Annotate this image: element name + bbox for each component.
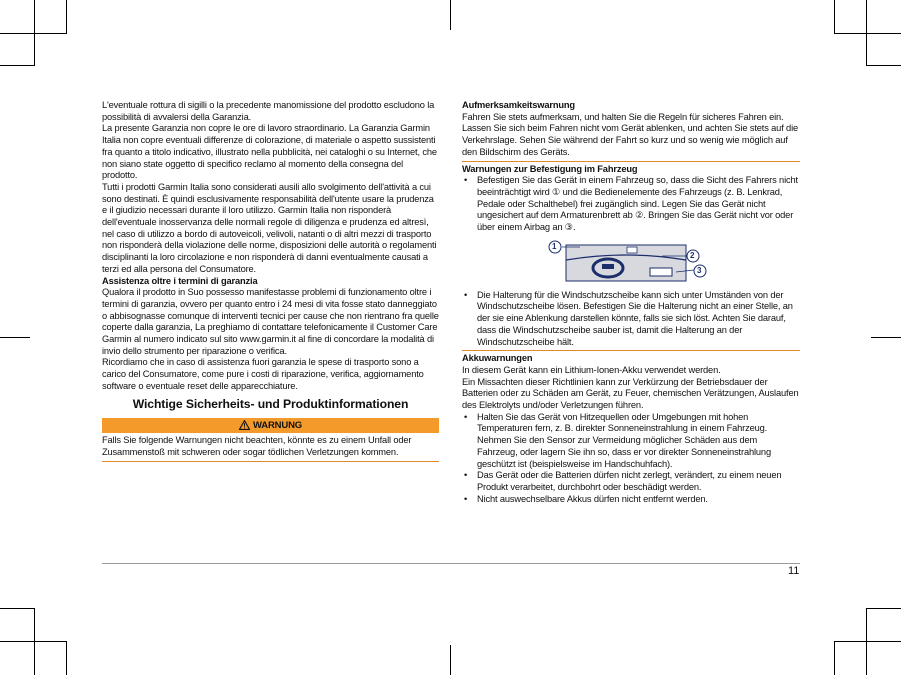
crop-mark bbox=[866, 65, 901, 66]
mounting-figure bbox=[462, 238, 800, 282]
section-heading: Assistenza oltre i termini di garanzia bbox=[102, 275, 258, 286]
crop-mark bbox=[834, 0, 835, 34]
crop-mark bbox=[0, 33, 67, 34]
left-column bbox=[102, 100, 439, 464]
paragraph: Tutti i prodotti Garmin Italia sono considerati ausili allo svolgimento dell'attività a cui sono destinati. È quindi esclusivamente responsabilità dell'utente usare la prudenza e il giudizio necessari durante il loro utilizzo. Garmin Italia non risponderà dell'eventuale inosservanza delle normali regole di diligenza e prudenza ed altresì, nel caso di utilizzo a bordo di autoveicoli, velivoli, natanti o di altri mezzi di trasporto non risponderà della violazione delle norme, disposizioni delle autorità o regolamenti disciplinanti la loro circolazione e non risponderà di danni eventualmente causati a terzi ed alla persona del Consumatore. bbox=[102, 181, 437, 274]
warning-triangle-icon bbox=[239, 420, 250, 430]
list-item-text: Halten Sie das Gerät von Hitzequellen oder Umgebungen mit hohen Temperaturen fern, z. B. direkter Sonneneinstrahlung in einem Fahrzeug. Nehmen Sie den Sensor zur Vermeidung möglicher Schäden aus dem Fahrzeug, oder lagern Sie ihn so, dass er vor direkter Sonneneinstrahlung geschützt ist (beispielsweise im Handschuhfach). bbox=[477, 411, 771, 469]
bullet: • bbox=[464, 411, 468, 422]
section-heading: Aufmerksamkeitswarnung bbox=[462, 100, 575, 110]
warning-label: WARNUNG bbox=[252, 420, 303, 432]
list-item bbox=[462, 290, 800, 349]
list-item-text: Die Halterung für die Windschutzscheibe kann sich unter Umständen von der Windschutzscheibe lösen. Befestigen Sie die Halterung nicht an einer Stelle, an der sie eine Ablenkung darstellen könnte, falls sie sich löst. Achten Sie darauf, dass die Windschutzscheibe sauber ist, damit die Halterung an der Windschutzscheibe hält. bbox=[477, 289, 793, 347]
crop-mark bbox=[66, 0, 67, 34]
list-item-text: Befestigen Sie das Gerät in einem Fahrzeug so, dass die Sicht des Fahrers nicht beeinträchtigt wird ① und die Bedienelemente des Fahrzeugs (z. B. Lenkrad, Pedale oder Schalthebel) frei zugänglich sind. Legen Sie das Gerät nicht ungesichert auf dem Armaturenbrett ab ②. Bringen Sie das Gerät nicht vor oder über einem Airbag an ③. bbox=[477, 175, 798, 233]
bullet-list bbox=[462, 290, 800, 349]
paragraph: Ein Missachten dieser Richtlinien kann zur Verkürzung der Betriebsdauer der Batterien oder zu Schäden am Gerät, zu Feuer, chemischen Verätzungen, Auslaufen des Elektrolyts und/oder Verletzungen führen. bbox=[462, 376, 799, 411]
bullet: • bbox=[464, 289, 468, 300]
page-number: 11 bbox=[788, 565, 800, 577]
crop-mark bbox=[0, 65, 35, 66]
list-item bbox=[462, 470, 800, 493]
bullet: • bbox=[464, 470, 468, 481]
warning-text: Falls Sie folgende Warnungen nicht beachten, könnte es zu einem Unfall oder Zusammenstoß mit schweren oder sogar tödlichen Verletzungen kommen. bbox=[102, 435, 412, 457]
center-mark bbox=[450, 645, 451, 675]
right-column bbox=[462, 100, 800, 505]
section-heading: Warnungen zur Befestigung im Fahrzeug bbox=[462, 163, 638, 174]
crop-mark bbox=[866, 608, 901, 609]
paragraph: Ricordiamo che in caso di assistenza fuori garanzia le spese di trasporto sono a carico del Consumatore, come pure i costi di riparazione, verifica, aggiornamento software o eventuale reset delle apparecchiature. bbox=[102, 357, 424, 391]
list-item bbox=[462, 175, 800, 234]
warning-banner bbox=[102, 418, 439, 433]
crop-mark bbox=[0, 641, 67, 642]
crop-mark bbox=[66, 641, 67, 675]
section-rule bbox=[102, 461, 439, 462]
list-item-text: Das Gerät oder die Batterien dürfen nicht zerlegt, verändert, zu einem neuen Produkt verarbeitet, durchbohrt oder beschädigt werden. bbox=[477, 470, 782, 492]
list-item-text: Nicht auswechselbare Akkus dürfen nicht entfernt werden. bbox=[477, 493, 708, 504]
paragraph: Qualora il prodotto in Suo possesso manifestasse problemi di funzionamento oltre i termini di garanzia, ovvero per quanto entro i 24 mesi di vita fosse stato danneggiato o abbisognasse comunque di interventi tecnici per cause che non rientrano fra quelle coperte dalla garanzia, La preghiamo di contattare telefonicamente il Customer Care Garmin al numero indicato sul sito www.garmin.it al fine di concordare la modalità di invio dello strumento per riparazione o verifica. bbox=[102, 287, 439, 356]
paragraph: L'eventuale rottura di sigilli o la precedente manomissione del prodotto escludono la possibilità di avvalersi della Garanzia. bbox=[102, 100, 435, 122]
footer-rule bbox=[102, 563, 800, 564]
crop-mark bbox=[834, 33, 901, 34]
bullet-list bbox=[462, 175, 800, 234]
paragraph: Fahren Sie stets aufmerksam, und halten Sie die Regeln für sicheres Fahren ein. Lassen Sie sich beim Fahren nicht vom Gerät ablenken, und achten Sie stets auf die Verkehrslage. Sehen Sie während der Fahrt so kurz und so wenig wie möglich auf den Bildschirm des Geräts. bbox=[462, 111, 799, 157]
bullet-list bbox=[462, 412, 800, 506]
center-mark bbox=[0, 337, 30, 338]
callout-1: 1 bbox=[552, 241, 557, 251]
bullet: • bbox=[464, 493, 468, 504]
crop-mark bbox=[834, 641, 835, 675]
dashboard-illustration bbox=[462, 238, 800, 282]
callout-3: 3 bbox=[697, 265, 702, 275]
page-title: Wichtige Sicherheits- und Produktinformationen bbox=[132, 396, 409, 411]
bullet: • bbox=[464, 175, 468, 186]
callout-2: 2 bbox=[690, 250, 695, 260]
paragraph: In diesem Gerät kann ein Lithium-Ionen-Akku verwendet werden. bbox=[462, 364, 721, 375]
center-mark bbox=[871, 337, 901, 338]
list-item bbox=[462, 412, 800, 471]
paragraph: La presente Garanzia non copre le ore di lavoro straordinario. La Garanzia Garmin Italia non copre eventuali differenze di colorazione, di materiale o aspetto sussistenti fra quanto a titolo indicativo, illustrato nella pubblicità, nei cataloghi o su Internet, che non siano state oggetto di specifico reclamo al momento della consegna del prodotto. bbox=[102, 123, 437, 181]
section-rule bbox=[462, 350, 800, 351]
section-rule bbox=[462, 161, 800, 162]
section-heading: Akkuwarnungen bbox=[462, 353, 533, 364]
list-item bbox=[462, 494, 800, 506]
crop-mark bbox=[0, 608, 35, 609]
crop-mark bbox=[834, 641, 901, 642]
center-mark bbox=[450, 0, 451, 30]
